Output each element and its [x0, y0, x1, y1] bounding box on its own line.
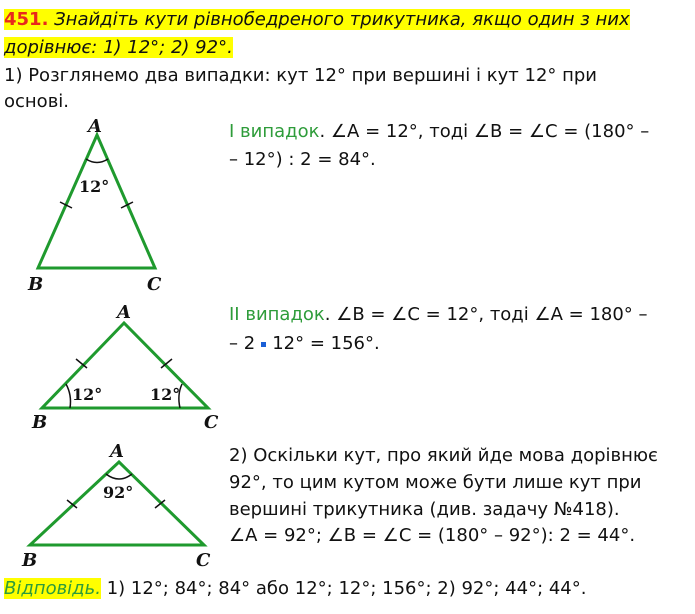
intro-line2: основі. — [4, 91, 70, 112]
vertex-a-2: A — [117, 302, 131, 323]
case1-label: І випадок — [229, 121, 320, 142]
vertex-b-1: B — [28, 274, 44, 295]
angle-label-a-1: 12° — [79, 177, 110, 196]
case2-line1 — [229, 302, 648, 328]
vertex-c-1: C — [147, 274, 162, 295]
answer-text: 1) 12°; 84°; 84° або 12°; 12°; 156°; 2) 92°; 44°; 44°. — [100, 578, 587, 599]
angle-arc-a-1 — [86, 159, 108, 163]
vertex-c-3: C — [196, 550, 211, 571]
triangle-figure-1 — [0, 110, 220, 295]
angle-arc-b-2 — [66, 384, 71, 408]
vertex-b-3: B — [22, 550, 38, 571]
case2-line2-a: – 2 — [229, 333, 256, 354]
triangle-1-shape — [38, 135, 155, 268]
case2-label: ІІ випадок — [229, 304, 325, 325]
angle-label-b-2: 12° — [72, 385, 103, 404]
triangle-2-shape — [42, 323, 208, 408]
case2-line1-text: . ∠B = ∠C = 12°, тоді ∠A = 180° – — [324, 304, 648, 325]
problem-number: 451. — [4, 9, 49, 30]
case1-line1 — [229, 119, 649, 145]
case1-line2: – 12°) : 2 = 84°. — [229, 149, 376, 170]
case2-line2 — [229, 331, 380, 357]
vertex-a-3: A — [110, 441, 124, 462]
part2-line2: 92°, то цим кутом може бути лише кут при — [229, 472, 642, 493]
answer-line — [4, 576, 587, 602]
vertex-c-2: C — [204, 412, 219, 433]
answer-label: Відповідь. — [4, 578, 101, 599]
problem-text-2: дорівнює: 1) 12°; 2) 92°. — [4, 37, 233, 58]
vertex-b-2: B — [32, 412, 48, 433]
part2-line1: 2) Оскільки кут, про який йде мова дорівнює — [229, 445, 658, 466]
problem-statement-line2 — [4, 35, 233, 61]
angle-arc-a-3 — [106, 474, 132, 479]
vertex-a-1: A — [88, 116, 102, 137]
case2-line2-b: 12° = 156°. — [272, 333, 380, 354]
problem-statement-line1 — [4, 7, 630, 33]
part2-line3: вершині трикутника (див. задачу №418). — [229, 499, 620, 520]
angle-label-a-3: 92° — [103, 483, 134, 502]
triangle-3-shape — [30, 462, 204, 545]
part2-line4: ∠A = 92°; ∠B = ∠C = (180° – 92°): 2 = 44°. — [229, 525, 636, 546]
case1-line1-text: . ∠A = 12°, тоді ∠B = ∠C = (180° – — [319, 121, 650, 142]
problem-text-1: Знайдіть кути рівнобедреного трикутника, якщо один з них — [48, 9, 630, 30]
intro-line1: 1) Розглянемо два випадки: кут 12° при вершині і кут 12° при — [4, 65, 598, 86]
triangle-figure-3 — [0, 440, 225, 575]
triangle-figure-2 — [0, 298, 225, 438]
angle-label-c-2: 12° — [150, 385, 181, 404]
multiply-dot-icon — [261, 342, 266, 347]
